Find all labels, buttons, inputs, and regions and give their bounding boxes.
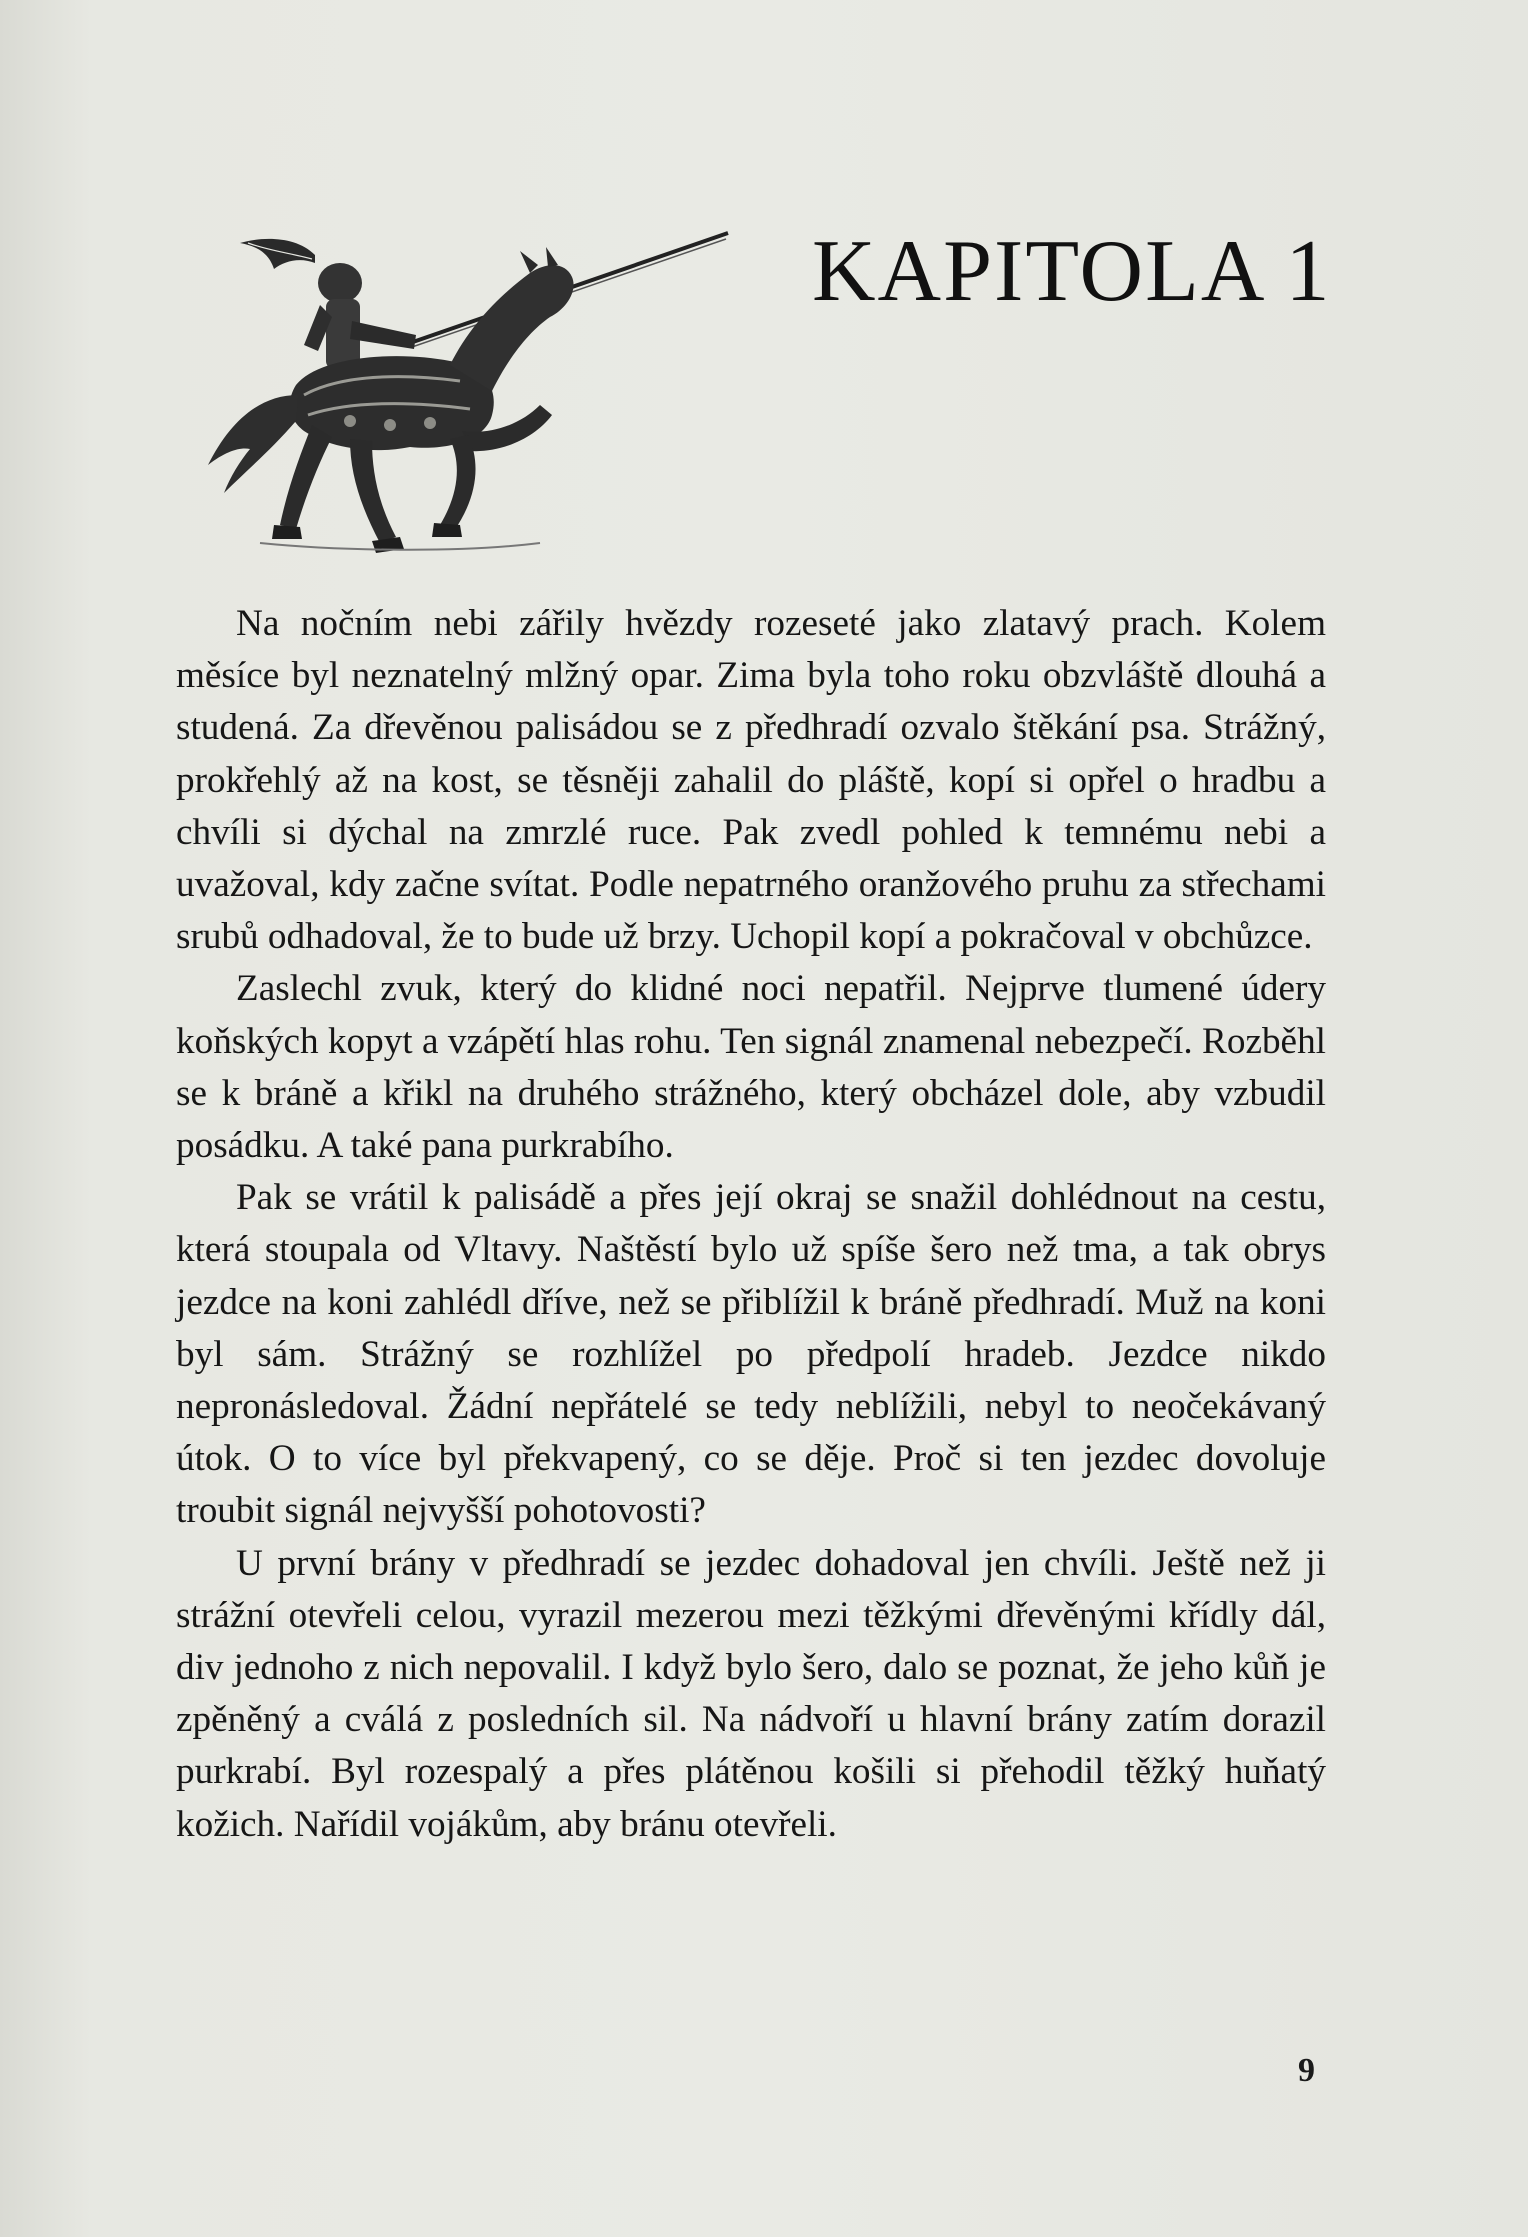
paragraph: Pak se vrátil k palisádě a přes její okraj se snažil dohlédnout na cestu, která stoupala od Vltavy. Naštěstí bylo už spíše šero než tma, a tak obrys jezdce na koni zahlédl dříve, než se přiblížil k bráně předhradí. Muž na koni byl sám. Strážný se rozhlížel po předpolí hradeb. Jezdce nikdo nepronásledoval. Žádní nepřátelé se tedy neblížili, nebyl to neočekávaný útok. O to více byl překvapený, co se děje. Proč si ten jezdec dovoluje troubit signál nejvyšší pohotovosti? [176,1177,1326,1532]
paragraph: Na nočním nebi zářily hvězdy rozeseté jako zlatavý prach. Kolem měsíce byl neznatelný mlžný opar. Zima byla toho roku obzvláště dlouhá a studená. Za dřevěnou palisádou se z předhradí ozvalo štěkání psa. Strážný, prokřehlý až na kost, se těsněji zahalil do pláště, kopí si opřel o hradbu a chvíli si dýchal na zmrzlé ruce. Pak zvedl pohled k temnému nebi a uvažoval, kdy začne svítat. Podle nepatrného oranžového pruhu za střechami srubů odhadoval, že to bude už brzy. Uchopil kopí a pokračoval v obchůzce. [176,603,1326,958]
chapter-body [176,598,1326,1851]
paragraph: U první brány v předhradí se jezdec dohadoval jen chvíli. Ještě než ji strážní otevřeli celou, vyrazil mezerou mezi těžkými dřevěnými křídly dál, div jednoho z nich nepovalil. I když bylo šero, dalo se poznat, že jeho kůň je zpěněný a cválá z posledních sil. Na nádvoří u hlavní brány zatím dorazil purkrabí. Byl rozespalý a přes plátěnou košili si přehodil těžký huňatý kožich. Nařídil vojákům, aby bránu otevřeli. [176,1542,1326,1845]
chapter-title: KAPITOLA 1 [812,223,1332,320]
jousting-knight-icon [200,225,740,565]
page-number: 9 [1298,2052,1315,2089]
paragraph: Zaslechl zvuk, který do klidné noci nepatřil. Nejprve tlumené údery koňských kopyt a vzápětí hlas rohu. Ten signál znamenal nebezpečí. Rozběhl se k bráně a křikl na druhého strážného, který obcházel dole, aby vzbudil posádku. A také pana purkrabího. [176,968,1326,1167]
